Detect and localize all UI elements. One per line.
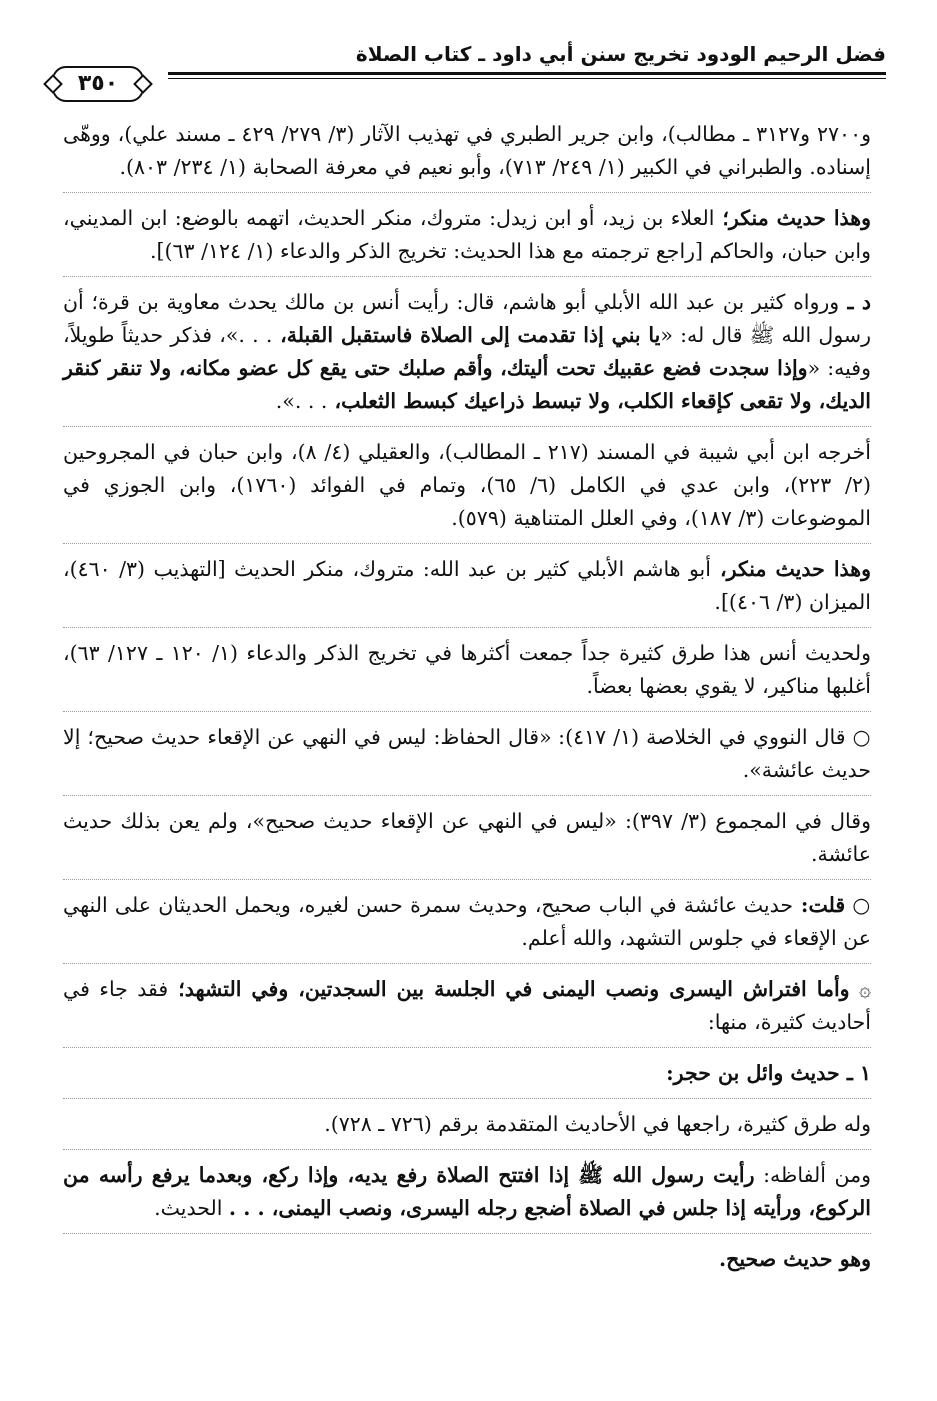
bold-text-segment: وهذا حديث منكر، [710,557,871,581]
paragraph-p5 [63,553,871,628]
text-segment: الحديث. [154,1196,229,1220]
bold-text-segment: وإذا سجدت فضع عقبيك تحت أليتك، وأقم صلبك حتى يقع كل عضو مكانه، ولا تنقر كنقر الديك، ولا تقعى كإقعاء الكلب، ولا تبسط ذراعيك كبسط الثعلب، [63,356,871,413]
text-segment: ○ قال النووي في الخلاصة (١/ ٤١٧): «قال الحفاظ: ليس في النهي عن الإقعاء حديث صحيح؛ إلا حديث عائشة». [63,725,871,782]
header-rule [48,72,886,75]
paragraph-p11 [63,1057,871,1099]
page-header [48,38,886,108]
text-segment: ومن ألفاظه: [754,1163,871,1187]
page-number: ٣٥٠ [52,66,144,102]
text-segment: حديث عائشة في الباب صحيح، وحديث سمرة حسن لغيره، ويحمل الحديثان على النهي عن الإقعاء في جلوس التشهد، والله أعلم. [63,893,871,950]
text-segment: ورواه كثير بن عبد الله الأبلي أبو هاشم، قال: رأيت أنس بن مالك يحدث معاوية بن قرة؛ أن رسول الله ﷺ قال له: « [63,290,871,347]
text-segment: ۞ [849,977,872,1001]
paragraph-p6 [63,637,871,712]
paragraph-p8 [63,805,871,880]
bold-text-segment: رأيت رسول الله ﷺ إذا افتتح الصلاة رفع يديه، وإذا ركع، وبعدما يرفع رأسه من الركوع، ورأيته إذا جلس في الصلاة أضجع رجله اليسرى، ونصب اليمنى، . . . [63,1163,871,1220]
text-segment: فقد جاء في أحاديث كثيرة، منها: [63,977,871,1034]
paragraph-p7 [63,721,871,796]
bold-text-segment: وأما افتراش اليسرى ونصب اليمنى في الجلسة بين السجدتين، وفي التشهد؛ [168,977,850,1001]
paragraph-p14 [63,1243,871,1284]
header-rule-thin [48,78,886,79]
text-segment: وقال في المجموع (٣/ ٣٩٧): «ليس في النهي عن الإقعاء حديث صحيح»، ولم يعن بذلك حديث عائشة. [63,809,871,866]
bold-text-segment: د ـ [839,290,871,314]
paragraph-p9 [63,889,871,964]
paragraph-p13 [63,1159,871,1234]
bold-text-segment: وهذا حديث منكر؛ [714,206,871,230]
text-segment: و٢٧٠٠ و٣١٢٧ ـ مطالب)، وابن جرير الطبري في تهذيب الآثار (٣/ ٢٧٩/ ٤٢٩ ـ مسند علي)، ووهّى إسناده. والطبراني في الكبير (١/ ٢٤٩/ ٧١٣)، وأبو نعيم في معرفة الصحابة (١/ ٢٣٤/ ٨٠٣). [63,122,871,179]
text-segment: ○ [845,893,872,917]
paragraph-p2 [63,202,871,277]
running-title: فضل الرحيم الودود تخريج سنن أبي داود ـ كتاب الصلاة [355,42,886,66]
text-segment: أبو هاشم الأبلي كثير بن عبد الله: متروك، منكر الحديث [التهذيب (٣/ ٤٦٠)، الميزان (٣/ ٤٠٦)]. [63,557,871,614]
text-segment: ولحديث أنس هذا طرق كثيرة جداً جمعت أكثرها في تخريج الذكر والدعاء (١/ ١٢٠ ـ ١٢٧/ ٦٣)، أغلبها مناكير، لا يقوي بعضها بعضاً. [63,641,871,698]
paragraph-p3 [63,286,871,427]
text-segment: أخرجه ابن أبي شيبة في المسند (٢١٧ ـ المطالب)، والعقيلي (٤/ ٨)، وابن حبان في المجروحين (٢/ ٢٢٣)، وابن عدي في الكامل (٦/ ٦٥)، وتمام في الفوائد (١٧٦٠)، وابن الجوزي في الموضوعات (٣/ ١٨٧)، وفي العلل المتناهية (٥٧٩). [63,440,871,530]
page-body [63,118,871,1293]
paragraph-p10 [63,973,871,1048]
text-segment: . . .». [275,389,328,413]
paragraph-p12 [63,1108,871,1150]
bold-text-segment: قلت: [793,893,846,917]
text-segment: العلاء بن زيد، أو ابن زيدل: متروك، منكر الحديث، اتهمه بالوضع: ابن المديني، وابن حبان، والحاكم [راجع ترجمته مع هذا الحديث: تخريج الذكر والدعاء (١/ ١٢٤/ ٦٣)]. [63,206,871,263]
text-segment: وله طرق كثيرة، راجعها في الأحاديث المتقدمة برقم (٧٢٦ ـ ٧٢٨). [324,1112,871,1136]
bold-text-segment: يا بني إذا تقدمت إلى الصلاة فاستقبل القبلة، [272,323,661,347]
bold-text-segment: ١ ـ حديث وائل بن حجر: [666,1061,871,1085]
paragraph-p1 [63,118,871,193]
bold-text-segment: وهو حديث صحيح. [718,1247,871,1271]
text-segment: . . .»، فذكر حديثاً طويلاً، وفيه: « [63,323,871,380]
page-number-ornament [48,64,168,104]
paragraph-p4 [63,436,871,544]
